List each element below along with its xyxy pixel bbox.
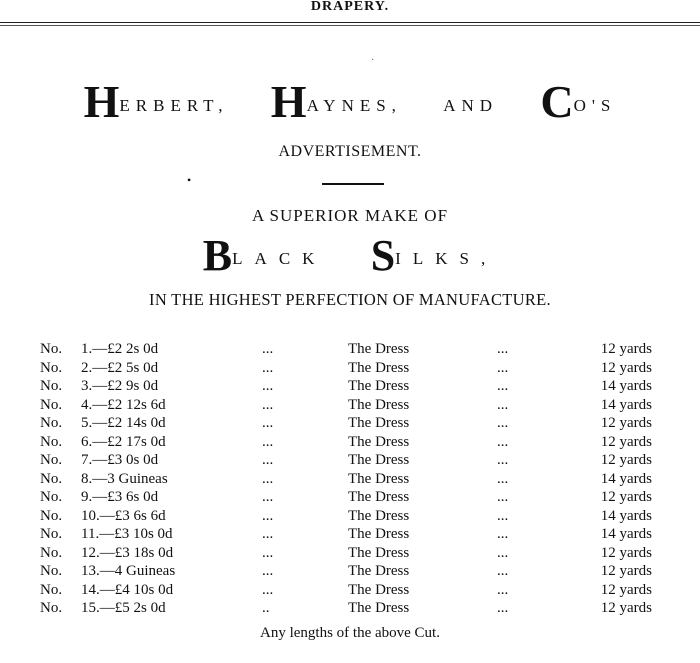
row-leader: ...	[497, 544, 509, 561]
row-no: No.	[40, 378, 63, 394]
row-item: The Dress	[348, 415, 410, 431]
price-row	[0, 340, 700, 359]
price-row	[0, 396, 700, 415]
advertisement-label: ADVERTISEMENT.	[278, 143, 422, 160]
price-row	[0, 525, 700, 544]
row-leader: ...	[497, 507, 509, 524]
row-item: The Dress	[348, 507, 410, 524]
row-price: 1.—£2 2s 0d	[81, 341, 159, 357]
product-title	[0, 231, 700, 280]
title-word-cos: CO'S	[540, 76, 617, 127]
row-length: 14 yards	[600, 396, 652, 413]
row-length: 12 yards	[600, 359, 652, 376]
row-leader: ...	[497, 341, 509, 357]
price-row	[0, 377, 700, 396]
row-leader: ...	[497, 433, 509, 450]
row-no: No.	[40, 507, 63, 524]
row-price: 11.—£3 10s 0d	[81, 526, 173, 542]
row-item: The Dress	[348, 544, 410, 561]
row-length: 12 yards	[600, 581, 652, 598]
row-leader: ...	[497, 600, 509, 616]
row-leader: ...	[497, 581, 509, 598]
row-length: 14 yards	[600, 507, 652, 524]
row-length: 14 yards	[600, 470, 652, 487]
row-price: 14.—£4 10s 0d	[81, 581, 174, 598]
row-item: The Dress	[348, 433, 410, 450]
row-leader: ...	[497, 359, 509, 376]
row-leader: ...	[262, 563, 274, 579]
row-no: No.	[40, 489, 63, 505]
row-no: No.	[40, 470, 63, 487]
row-leader: ...	[497, 396, 509, 413]
row-price: 4.—£2 12s 6d	[81, 396, 166, 413]
section-title: DRAPERY.	[310, 0, 390, 14]
row-price: 6.—£2 17s 0d	[81, 433, 166, 450]
row-no: No.	[40, 452, 63, 468]
row-no: No.	[40, 581, 63, 598]
row-length: 12 yards	[600, 563, 652, 579]
row-leader: ...	[262, 526, 274, 542]
row-leader: ...	[262, 396, 274, 413]
row-item: The Dress	[348, 359, 410, 376]
print-speck: ·	[371, 55, 375, 66]
row-leader: ...	[497, 415, 509, 431]
row-length: 14 yards	[600, 526, 652, 542]
row-no: No.	[40, 563, 63, 579]
row-leader: ...	[497, 526, 509, 542]
row-length: 12 yards	[600, 415, 652, 431]
row-leader: ...	[262, 341, 274, 357]
row-leader: ...	[497, 489, 509, 505]
row-price: 15.—£5 2s 0d	[81, 600, 166, 616]
row-item: The Dress	[348, 526, 410, 542]
row-leader: ...	[262, 452, 274, 468]
advertiser-title	[0, 76, 700, 127]
section-header	[0, 0, 700, 22]
row-leader: ...	[497, 470, 509, 487]
price-row	[0, 581, 700, 600]
row-price: 5.—£2 14s 0d	[81, 415, 166, 431]
product-word-black: BLACK	[202, 231, 327, 280]
row-no: No.	[40, 526, 63, 542]
price-row	[0, 359, 700, 378]
header-rule	[0, 22, 700, 23]
price-row	[0, 414, 700, 433]
row-leader: ...	[262, 507, 274, 524]
row-leader: ...	[262, 489, 274, 505]
row-price: 8.—3 Guineas	[81, 470, 168, 487]
row-price: 10.—£3 6s 6d	[81, 507, 166, 524]
row-item: The Dress	[348, 600, 410, 616]
price-row	[0, 451, 700, 470]
row-no: No.	[40, 433, 63, 450]
row-no: No.	[40, 544, 63, 561]
price-row	[0, 544, 700, 563]
price-row	[0, 507, 700, 526]
product-word-silks: SILKS,	[370, 231, 498, 280]
row-leader: ...	[262, 359, 274, 376]
row-length: 12 yards	[600, 433, 652, 450]
row-item: The Dress	[348, 396, 410, 413]
row-price: 7.—£3 0s 0d	[81, 452, 159, 468]
price-row	[0, 488, 700, 507]
row-leader: ...	[262, 581, 274, 598]
price-list	[0, 340, 700, 618]
row-price: 2.—£2 5s 0d	[81, 359, 159, 376]
row-leader: ...	[497, 452, 509, 468]
divider-rule	[322, 183, 384, 185]
price-row	[0, 562, 700, 581]
row-price: 12.—£3 18s 0d	[81, 544, 174, 561]
subheading-superior: A SUPERIOR MAKE OF	[251, 206, 449, 225]
header-rule-secondary	[0, 25, 700, 26]
title-word-herbert: HERBERT,	[83, 76, 229, 127]
row-no: No.	[40, 396, 63, 413]
title-word-haynes: HAYNES,	[270, 76, 402, 127]
row-price: 3.—£2 9s 0d	[81, 378, 159, 394]
row-length: 12 yards	[600, 341, 652, 357]
tagline: IN THE HIGHEST PERFECTION OF MANUFACTURE.	[149, 290, 551, 309]
row-length: 12 yards	[600, 600, 652, 616]
row-leader: ...	[262, 433, 274, 450]
row-no: No.	[40, 341, 63, 357]
row-item: The Dress	[348, 341, 410, 357]
row-leader: ...	[497, 563, 509, 579]
row-price: 13.—4 Guineas	[81, 563, 176, 579]
row-no: No.	[40, 600, 63, 616]
print-dot: •	[187, 173, 192, 187]
row-item: The Dress	[348, 378, 410, 394]
row-item: The Dress	[348, 563, 410, 579]
row-length: 12 yards	[600, 544, 652, 561]
row-length: 14 yards	[600, 378, 652, 394]
row-length: 12 yards	[600, 452, 652, 468]
row-length: 12 yards	[600, 489, 652, 505]
row-leader: ...	[262, 378, 274, 394]
row-item: The Dress	[348, 489, 410, 505]
title-word-and: AND	[443, 96, 499, 115]
row-leader: ...	[262, 415, 274, 431]
price-row	[0, 599, 700, 618]
row-leader: ...	[497, 378, 509, 394]
row-no: No.	[40, 415, 63, 431]
price-row	[0, 433, 700, 452]
row-item: The Dress	[348, 452, 410, 468]
row-price: 9.—£3 6s 0d	[81, 489, 159, 505]
row-item: The Dress	[348, 581, 410, 598]
row-leader: ...	[262, 470, 274, 487]
row-leader: ..	[262, 600, 270, 616]
footer-note: Any lengths of the above Cut.	[260, 625, 440, 641]
row-leader: ...	[262, 544, 274, 561]
price-row	[0, 470, 700, 489]
row-no: No.	[40, 359, 63, 376]
row-item: The Dress	[348, 470, 410, 487]
